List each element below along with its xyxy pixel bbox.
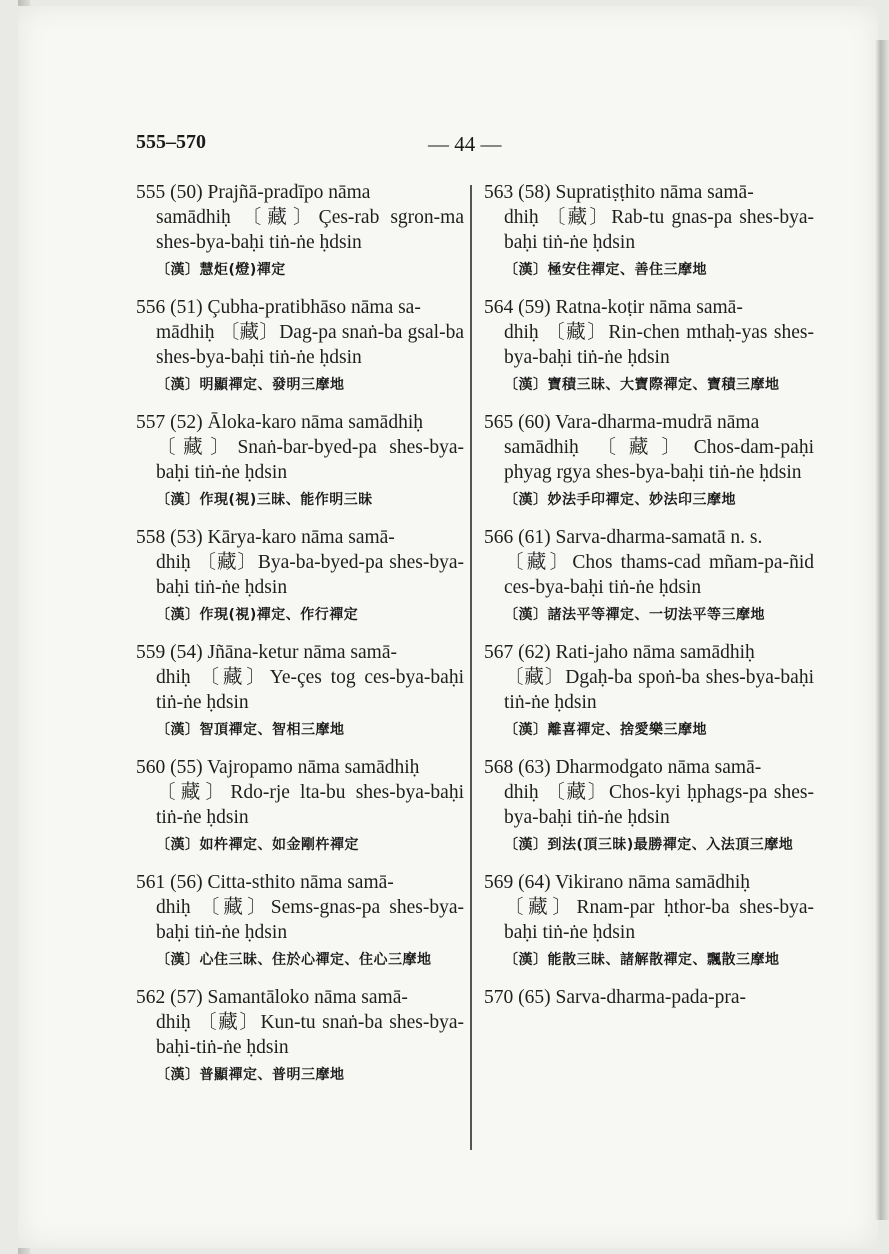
entry-chinese: 〔漢〕到法(頂三昧)最勝禪定、入法頂三摩地 [504,837,794,853]
entry-chinese: 〔漢〕智頂禪定、智相三摩地 [156,722,345,738]
entry-tibetan: dhiḥ 〔藏〕Sems-gnas-pa shes-bya-baḥi tiṅ-ṅe ḥdsin [156,897,464,943]
entry-chinese: 〔漢〕明顯禪定、發明三摩地 [156,377,345,393]
entry-heading: 559 (54) Jñāna-ketur nāma samā- [136,642,397,663]
page-number: — 44 — [428,132,502,156]
page-edge-shadow [875,40,889,1220]
entry-chinese: 〔漢〕妙法手印禪定、妙法印三摩地 [504,492,736,508]
entry-tibetan: dhiḥ 〔藏〕Kun-tu snaṅ-ba shes-bya-baḥi-tiṅ-ṅe ḥdsin [156,1012,464,1058]
entry-tibetan: 〔藏〕Dgaḥ-ba spoṅ-ba shes-bya-baḥi tiṅ-ṅe ḥdsin [504,667,814,713]
entry-tibetan: 〔藏〕Snaṅ-bar-byed-pa shes-bya-baḥi tiṅ-ṅe ḥdsin [156,437,464,483]
entry-tibetan: samādhiḥ 〔藏〕Chos-dam-paḥi phyag rgya shes-bya-baḥi tiṅ-ṅe ḥdsin [504,437,814,483]
entry-range-header: 555–570 [136,131,206,153]
dictionary-entry [484,410,814,509]
entry-tibetan: 〔藏〕Rnam-par ḥthor-ba shes-bya-baḥi tiṅ-ṅe ḥdsin [504,897,814,943]
dictionary-entry [136,640,464,739]
entry-heading: 564 (59) Ratna-koṭir nāma samā- [484,297,743,318]
dictionary-entry [136,755,464,854]
entry-heading: 569 (64) Vikirano nāma samādhiḥ [484,872,750,893]
entry-heading: 567 (62) Rati-jaho nāma samādhiḥ [484,642,755,663]
dictionary-entry [484,295,814,394]
dictionary-entry [136,180,464,279]
entry-heading: 561 (56) Citta-sthito nāma samā- [136,872,394,893]
entry-chinese: 〔漢〕寶積三昧、大寶際禪定、寶積三摩地 [504,377,780,393]
entry-tibetan: samādhiḥ 〔藏〕Çes-rab sgron-ma shes-bya-baḥi tiṅ-ṅe ḥdsin [156,207,464,253]
entry-heading: 556 (51) Çubha-pratibhāso nāma sa- [136,297,421,318]
dictionary-entry [484,525,814,624]
entry-heading: 562 (57) Samantāloko nāma samā- [136,987,408,1008]
entry-tibetan: dhiḥ 〔藏〕Ye-çes tog ces-bya-baḥi tiṅ-ṅe ḥdsin [156,667,464,713]
entry-tibetan: dhiḥ 〔藏〕Rin-chen mthaḥ-yas shes-bya-baḥi tiṅ-ṅe ḥdsin [504,322,814,368]
entry-heading: 565 (60) Vara-dharma-mudrā nāma [484,412,760,433]
dictionary-entry [136,525,464,624]
entry-chinese: 〔漢〕能散三昧、諸解散禪定、飄散三摩地 [504,952,780,968]
entry-chinese: 〔漢〕諸法平等禪定、一切法平等三摩地 [504,607,765,623]
dictionary-entry [136,870,464,969]
entry-tibetan: dhiḥ 〔藏〕Chos-kyi ḥphags-pa shes-bya-baḥi tiṅ-ṅe ḥdsin [504,782,814,828]
left-column [136,180,464,1100]
entry-tibetan: dhiḥ 〔藏〕Rab-tu gnas-pa shes-bya-baḥi tiṅ-ṅe ḥdsin [504,207,814,253]
entry-heading: 570 (65) Sarva-dharma-pada-pra- [484,987,747,1008]
entry-heading: 555 (50) Prajñā-pradīpo nāma [136,182,371,203]
entry-heading: 557 (52) Āloka-karo nāma samādhiḥ [136,412,423,433]
dictionary-entry [484,180,814,279]
entry-chinese: 〔漢〕心住三昧、住於心禪定、住心三摩地 [156,952,432,968]
column-divider [470,185,472,1150]
entry-heading: 558 (53) Kārya-karo nāma samā- [136,527,395,548]
dictionary-entry [484,640,814,739]
dictionary-entry [484,985,814,1010]
entry-chinese: 〔漢〕作現(視)三昧、能作明三昧 [156,492,373,508]
dictionary-entry [136,295,464,394]
entry-tibetan: 〔藏〕Rdo-rje lta-bu shes-bya-baḥi tiṅ-ṅe ḥdsin [156,782,464,828]
entry-heading: 566 (61) Sarva-dharma-samatā n. s. [484,527,763,548]
entry-chinese: 〔漢〕普顯禪定、普明三摩地 [156,1067,345,1083]
dictionary-entry [484,870,814,969]
right-column [484,180,814,1026]
dictionary-entry [484,755,814,854]
entry-tibetan: mādhiḥ 〔藏〕Dag-pa snaṅ-ba gsal-ba shes-bya-baḥi tiṅ-ṅe ḥdsin [156,322,464,368]
entry-heading: 568 (63) Dharmodgato nāma samā- [484,757,762,778]
entry-heading: 560 (55) Vajropamo nāma samādhiḥ [136,757,420,778]
entry-tibetan: 〔藏〕Chos thams-cad mñam-pa-ñid ces-bya-baḥi tiṅ-ṅe ḥdsin [504,552,814,598]
entry-chinese: 〔漢〕慧炬(燈)禪定 [156,262,286,278]
entry-chinese: 〔漢〕如杵禪定、如金剛杵禪定 [156,837,359,853]
entry-chinese: 〔漢〕離喜禪定、捨愛樂三摩地 [504,722,707,738]
dictionary-entry [136,410,464,509]
entry-chinese: 〔漢〕極安住禪定、善住三摩地 [504,262,707,278]
entry-tibetan: dhiḥ 〔藏〕Bya-ba-byed-pa shes-bya-baḥi tiṅ-ṅe ḥdsin [156,552,464,598]
entry-heading: 563 (58) Supratiṣṭhito nāma samā- [484,182,754,203]
dictionary-entry [136,985,464,1084]
entry-chinese: 〔漢〕作現(視)禪定、作行禪定 [156,607,359,623]
